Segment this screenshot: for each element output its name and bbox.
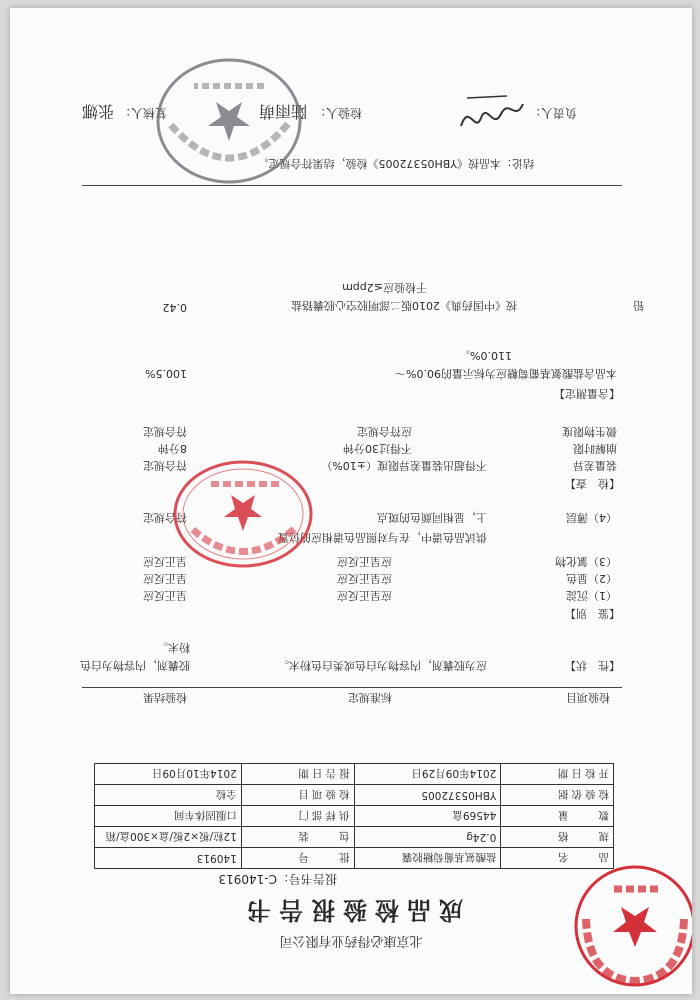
- table-row: [95, 764, 614, 785]
- section-xingzhuang-label: 【性 状】: [565, 659, 620, 672]
- jianbie-standard: 应呈正反应: [337, 589, 392, 602]
- table-row: [95, 848, 614, 869]
- jiancha-item: 装量差异: [573, 459, 617, 472]
- jianbie-result: 呈正反应: [143, 589, 187, 602]
- jianbie-tlc-standard: 上，显相同颜色的斑点: [377, 511, 487, 524]
- table-key: 开检日期: [501, 764, 614, 785]
- jiancha-standard: 应符合规定: [357, 425, 412, 438]
- table-key: 包 装: [241, 827, 354, 848]
- table-row: [95, 827, 614, 848]
- table-row: [95, 806, 614, 827]
- metal-item: 铅: [633, 299, 644, 312]
- section-jiancha-label: 【检 查】: [565, 477, 620, 490]
- table-key: 报告日期: [241, 764, 354, 785]
- jiancha-result: 8分钟: [158, 442, 187, 455]
- hanliang-standard: 本品含盐酸氨基葡萄糖应为标示量的90.0%～: [395, 367, 617, 380]
- table-key: 品 名: [501, 848, 614, 869]
- reviewer-label: 复核人：: [118, 106, 167, 120]
- report-number: [218, 871, 337, 888]
- table-value: 2014年09月29日: [354, 764, 501, 785]
- table-value: 0.24g: [354, 827, 501, 848]
- table-value: 盐酸氨基葡萄糖胶囊: [354, 848, 501, 869]
- company-name: 北京康必得药业有限公司: [279, 933, 423, 948]
- table-key: 检验依据: [501, 785, 614, 806]
- table-key: 规 格: [501, 827, 614, 848]
- table-row: [95, 785, 614, 806]
- jianbie-item: （1）沉淀: [566, 589, 617, 602]
- table-value: 12粒/板×2板/盒×300盒/箱: [95, 827, 242, 848]
- report-number-label: 报告书号：: [276, 872, 337, 886]
- column-item: 检验项目: [566, 691, 610, 704]
- table-value: 口服固体车间: [95, 806, 242, 827]
- table-value: 140913: [95, 848, 242, 869]
- conclusion-text: 结论：本品按《YBH05372005》检验，结果符合规定。: [257, 157, 534, 170]
- reviewer-name: 张娜: [81, 102, 114, 121]
- report-title: 成品检验报告书: [239, 896, 463, 925]
- xingzhuang-standard: 应为胶囊剂，内容物为白色或类白色粉末。: [278, 659, 487, 672]
- jianbie-tlc-result: 符合规定: [143, 511, 187, 524]
- xingzhuang-result-cont: 粉末。: [157, 641, 190, 654]
- section-hanliang-label: 【含量测定】: [554, 387, 620, 400]
- jianbie-item: （2）显色: [566, 572, 617, 585]
- table-key: 检验项目: [241, 785, 354, 806]
- jianbie-standard: 应呈正反应: [337, 572, 392, 585]
- xingzhuang-result: 胶囊剂，内容物为白色: [80, 659, 190, 672]
- jianbie-tlc-item: （4）薄层: [566, 511, 617, 524]
- inspector-label: 检验人：: [313, 106, 362, 120]
- section-jianbie-label: 【鉴 别】: [565, 607, 620, 620]
- leader-signature-image: [457, 85, 527, 132]
- jiancha-item: 微生物限度: [562, 425, 617, 438]
- metal-standard-cont: 于检验应≤2ppm: [342, 281, 427, 294]
- column-standard: 标准规定: [348, 691, 392, 704]
- jianbie-item: （3）氯化物: [555, 555, 617, 568]
- table-key: 数 量: [501, 806, 614, 827]
- table-value: 2014年10月09日: [95, 764, 242, 785]
- jiancha-result: 符合规定: [143, 425, 187, 438]
- leader-label: 负责人：: [528, 106, 577, 120]
- rotated-report: [10, 8, 692, 994]
- table-key: 供样部门: [241, 806, 354, 827]
- column-result: 检验结果: [143, 691, 187, 704]
- inspector-name: 陆雨萌: [258, 102, 307, 121]
- report-number-value: C-140913: [218, 872, 277, 886]
- jiancha-standard: 不得过30分钟: [343, 442, 412, 455]
- red-qc-stamp: [172, 459, 314, 569]
- jiancha-result: 符合规定: [143, 459, 187, 472]
- jiancha-item: 崩解时限: [573, 442, 617, 455]
- jianbie-standard: 应呈正反应: [337, 555, 392, 568]
- info-table: [94, 763, 614, 869]
- jiancha-standard: 不得超出装量差异限度（±10%）: [321, 459, 487, 472]
- document-page: [10, 8, 692, 994]
- metal-result: 0.42: [162, 301, 187, 314]
- grey-qc-stamp: [154, 56, 304, 186]
- jianbie-result: 呈正反应: [143, 572, 187, 585]
- table-value: YBH05372005: [354, 785, 501, 806]
- jianbie-hplc-text: 供试品色谱中，在与对照品色谱相应的位置: [278, 531, 487, 544]
- corner-red-stamp: [572, 863, 692, 989]
- divider: [82, 687, 622, 688]
- table-key: 批 号: [241, 848, 354, 869]
- hanliang-standard-cont: 110.0%。: [459, 349, 512, 362]
- hanliang-result: 100.5%: [145, 367, 187, 380]
- table-value: 全检: [95, 785, 242, 806]
- table-value: 44569盒: [354, 806, 501, 827]
- jianbie-result: 呈正反应: [143, 555, 187, 568]
- metal-standard: 按《中国药典》2010版二部明胶空心胶囊铬盐: [291, 299, 517, 312]
